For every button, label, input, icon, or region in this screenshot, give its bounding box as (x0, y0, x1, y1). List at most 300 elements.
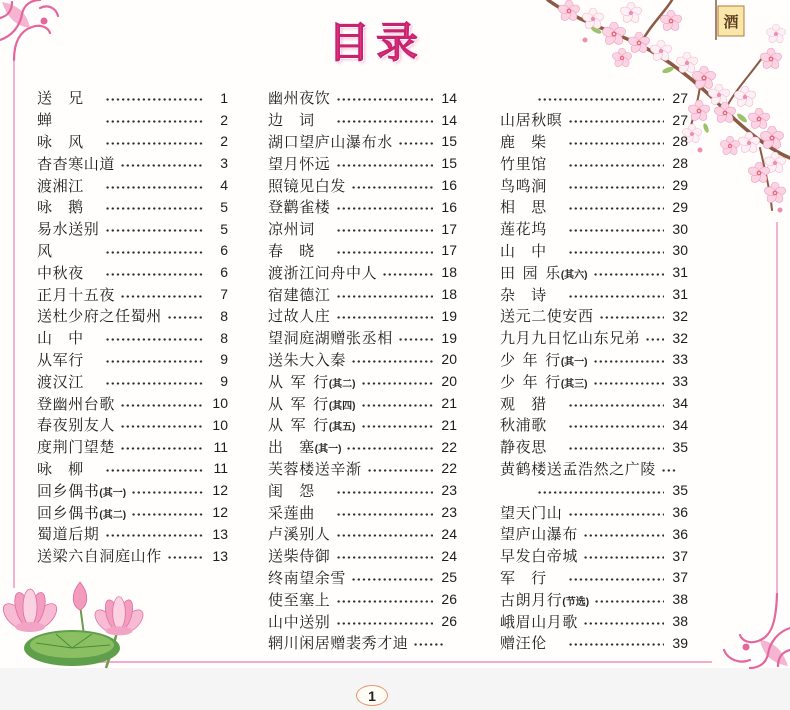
entry-page-number: 31 (672, 286, 688, 303)
entry-title: 少 年 行 (500, 373, 561, 391)
toc-entry (268, 131, 457, 153)
toc-entry (268, 588, 457, 610)
entry-page-number: 16 (441, 177, 457, 194)
entry-note: (其五) (328, 422, 356, 434)
toc-entry (37, 218, 228, 240)
entry-page-number: 34 (672, 416, 688, 433)
dot-leader (167, 315, 204, 320)
entry-title: 回乡偶书 (37, 482, 100, 500)
entry-title: 咏 风 (37, 133, 84, 151)
dot-leader (568, 512, 664, 517)
entry-page-number: 2 (220, 133, 228, 150)
dot-leader (537, 97, 664, 102)
dot-leader (105, 337, 204, 342)
dot-leader (568, 119, 664, 124)
toc-entry (268, 414, 457, 436)
entry-page-number: 35 (672, 482, 688, 499)
entry-title: 鸟鸣涧 (500, 177, 547, 195)
entry-page-number: 33 (672, 373, 688, 390)
dot-leader (346, 446, 433, 451)
dot-leader (568, 185, 664, 190)
entry-page-number: 29 (672, 198, 688, 215)
entry-page-number: 19 (441, 329, 457, 346)
toc-entry (37, 240, 228, 262)
entry-title-group (268, 284, 331, 305)
toc-entry (268, 283, 457, 305)
dot-leader (105, 206, 204, 211)
entry-page-number: 13 (212, 525, 228, 542)
entry-page-number: 22 (441, 438, 457, 455)
toc-entry (37, 261, 228, 283)
toc-entry (37, 458, 228, 480)
entry-title-group (268, 371, 356, 392)
entry-page-number: 38 (672, 613, 688, 630)
toc-entry (268, 458, 457, 480)
entry-title-group (37, 196, 100, 217)
entry-title-group (268, 589, 331, 610)
entry-page-number: 26 (441, 591, 457, 608)
entry-page-number: 23 (441, 504, 457, 521)
toc-entry (268, 545, 457, 567)
dot-leader (120, 294, 204, 299)
toc-entry (37, 349, 228, 371)
entry-title-group (500, 131, 563, 152)
bottom-right-ornament (724, 594, 790, 668)
entry-title: 峨眉山月歌 (500, 613, 579, 631)
entry-title: 赠汪伦 (500, 635, 547, 653)
toc-entry (268, 479, 457, 501)
entry-title: 黄鹤楼送孟浩然之广陵 (500, 460, 657, 478)
entry-title: 出 塞 (268, 439, 315, 457)
entry-title-group (37, 131, 100, 152)
entry-page-number: 15 (441, 133, 457, 150)
entry-title: 九月九日忆山东兄弟 (500, 330, 641, 348)
entry-note: (其二) (328, 378, 356, 390)
dot-leader (568, 206, 664, 211)
dot-leader (568, 642, 664, 647)
dot-leader (105, 533, 204, 538)
entry-title-group (500, 327, 640, 348)
toc-entry (500, 414, 688, 436)
entry-page-number: 20 (441, 351, 457, 368)
toc-entry (268, 392, 457, 414)
dot-leader (105, 228, 204, 233)
dot-leader (336, 621, 433, 626)
entry-title: 风 (37, 242, 53, 260)
entry-title-group (500, 153, 563, 174)
entry-note: (其三) (560, 378, 588, 390)
toc-entry (500, 174, 688, 196)
dot-leader (336, 97, 433, 102)
entry-page-number: 15 (441, 155, 457, 172)
dot-leader (568, 163, 664, 168)
entry-title-group (500, 218, 563, 239)
entry-title-group (500, 175, 563, 196)
toc-entry (268, 218, 457, 240)
entry-title: 照镜见白发 (268, 177, 347, 195)
entry-page-number: 37 (672, 569, 688, 586)
entry-title-group (37, 545, 162, 566)
toc-entry (268, 87, 457, 109)
toc-entry (500, 610, 688, 632)
entry-title-group (37, 327, 100, 348)
entry-title-group (37, 109, 100, 130)
entry-title: 春夜别友人 (37, 417, 116, 435)
entry-page-number: 18 (441, 264, 457, 281)
entry-title-group (37, 458, 100, 479)
entry-title: 终南望余雪 (268, 569, 347, 587)
entry-title-group (37, 393, 115, 414)
dot-leader (593, 359, 664, 364)
dot-leader (336, 228, 433, 233)
entry-title: 蝉 (37, 112, 53, 130)
entry-title: 望庐山瀑布 (500, 526, 579, 544)
toc-entry (37, 479, 228, 501)
entry-title-group (37, 502, 126, 523)
dot-leader (583, 621, 664, 626)
entry-title: 相 思 (500, 199, 547, 217)
entry-title: 边 词 (268, 112, 315, 130)
toc-entry (500, 327, 688, 349)
entry-page-number: 29 (672, 177, 688, 194)
entry-title-group (500, 567, 563, 588)
entry-title: 渡汉江 (37, 373, 84, 391)
toc-entry (37, 545, 228, 567)
entry-page-number: 7 (220, 286, 228, 303)
entry-page-number: 21 (441, 416, 457, 433)
dot-leader (413, 642, 445, 647)
entry-title-group (268, 523, 331, 544)
entry-title: 从 军 行 (268, 395, 329, 413)
toc-entry (37, 392, 228, 414)
dot-leader (336, 163, 433, 168)
dot-leader (351, 185, 433, 190)
entry-title-group (37, 240, 100, 261)
entry-page-number: 36 (672, 504, 688, 521)
entry-page-number: 32 (672, 307, 688, 324)
entry-title-group (500, 458, 656, 479)
entry-title-group (268, 545, 331, 566)
dot-leader (351, 577, 433, 582)
entry-title-group (500, 611, 578, 632)
dot-leader (645, 337, 664, 342)
entry-title-group (268, 632, 408, 653)
dot-leader (568, 403, 664, 408)
entry-page-number: 31 (672, 264, 688, 281)
entry-page-number: 12 (212, 482, 228, 499)
entry-page-number: 25 (441, 569, 457, 586)
toc-column-2 (268, 87, 457, 654)
entry-page-number: 28 (672, 133, 688, 150)
entry-title-group (268, 458, 362, 479)
entry-page-number: 22 (441, 460, 457, 477)
entry-title-group (268, 327, 393, 348)
entry-title-group (37, 480, 126, 501)
entry-title-group (500, 196, 563, 217)
entry-title: 渡浙江问舟中人 (268, 264, 378, 282)
entry-title: 宿建德江 (268, 286, 331, 304)
entry-page-number: 21 (441, 395, 457, 412)
entry-page-number: 3 (220, 155, 228, 172)
dot-leader (593, 272, 664, 277)
entry-page-number: 5 (220, 220, 228, 237)
entry-title: 幽州夜饮 (268, 90, 331, 108)
entry-title-group (37, 414, 115, 435)
entry-title-group (500, 349, 588, 370)
entry-title-group (268, 305, 331, 326)
entry-page-number: 10 (212, 416, 228, 433)
entry-note: (其一) (99, 487, 127, 499)
dot-leader (336, 250, 433, 255)
toc-entry (268, 349, 457, 371)
entry-title-group (500, 109, 563, 130)
dot-leader (398, 337, 433, 342)
toc-entry (268, 610, 457, 632)
dot-leader (568, 294, 664, 299)
entry-title-group (37, 523, 100, 544)
entry-page-number: 34 (672, 395, 688, 412)
entry-page-number: 27 (672, 111, 688, 128)
entry-title: 蜀道后期 (37, 526, 100, 544)
entry-title: 采莲曲 (268, 504, 315, 522)
entry-title: 望月怀远 (268, 155, 331, 173)
entry-note: (节选) (562, 596, 590, 608)
toc-entry (37, 414, 228, 436)
entry-page-number: 1 (220, 89, 228, 106)
entry-title-group (268, 480, 331, 501)
entry-title: 竹里馆 (500, 155, 547, 173)
entry-page-number: 2 (220, 111, 228, 128)
dot-leader (361, 381, 433, 386)
entry-title: 山 中 (37, 330, 84, 348)
entry-page-number: 9 (220, 373, 228, 390)
entry-page-number: 6 (220, 264, 228, 281)
toc-entry (500, 349, 688, 371)
dot-leader (583, 533, 664, 538)
dot-leader (568, 141, 664, 146)
entry-title-group (268, 567, 346, 588)
dot-leader (336, 555, 433, 560)
dot-leader (120, 403, 204, 408)
dot-leader (105, 468, 204, 473)
dot-leader (131, 490, 204, 495)
toc-entry (37, 152, 228, 174)
entry-title-group (500, 589, 589, 610)
entry-page-number: 23 (441, 482, 457, 499)
entry-title: 度荆门望楚 (37, 439, 116, 457)
dot-leader (105, 185, 204, 190)
entry-title-group (37, 87, 100, 108)
toc-entry (500, 305, 688, 327)
toc-entry (500, 392, 688, 414)
entry-title-group (37, 305, 162, 326)
entry-title-group (500, 262, 588, 283)
entry-page-number: 24 (441, 547, 457, 564)
entry-title: 回乡偶书 (37, 504, 100, 522)
dot-leader (568, 577, 664, 582)
entry-title: 芙蓉楼送辛渐 (268, 460, 362, 478)
dot-leader (593, 381, 664, 386)
entry-note: (其一) (560, 356, 588, 368)
toc-entry (500, 370, 688, 392)
entry-title-group (268, 393, 356, 414)
entry-page-number: 24 (441, 525, 457, 542)
entry-title-group (268, 109, 331, 130)
page-number: 1 (368, 687, 376, 704)
entry-title: 湖口望庐山瀑布水 (268, 133, 393, 151)
entry-title-group (37, 218, 100, 239)
entry-page-number: 36 (672, 525, 688, 542)
dot-leader (105, 119, 204, 124)
toc-entry (500, 261, 688, 283)
toc-column-1 (37, 87, 228, 567)
toc-entry (500, 632, 688, 654)
entry-title-group (268, 131, 393, 152)
entry-page-number: 8 (220, 329, 228, 346)
dot-leader (105, 381, 204, 386)
entry-title: 咏 鹅 (37, 199, 84, 217)
entry-page-number: 8 (220, 307, 228, 324)
entry-title-group (37, 284, 115, 305)
toc-entry (37, 370, 228, 392)
entry-title: 闺 怨 (268, 482, 315, 500)
toc-entry (268, 632, 457, 654)
dot-leader (661, 468, 676, 473)
entry-title-group (268, 240, 331, 261)
page-heading: 目录 (327, 19, 424, 66)
toc-entry (37, 305, 228, 327)
toc-entry (268, 436, 457, 458)
entry-page-number: 37 (672, 547, 688, 564)
dot-leader (336, 119, 433, 124)
entry-title: 静夜思 (500, 439, 547, 457)
toc-entry (500, 458, 688, 480)
dot-leader (336, 533, 433, 538)
entry-title: 送杜少府之任蜀州 (37, 308, 162, 326)
dot-leader (537, 490, 664, 495)
entry-title: 从 军 行 (268, 373, 329, 391)
dot-leader (583, 555, 664, 560)
entry-title-group (268, 196, 331, 217)
entry-page-number: 14 (441, 89, 457, 106)
entry-page-number: 13 (212, 547, 228, 564)
entry-title-group (500, 371, 588, 392)
entry-page-number: 5 (220, 198, 228, 215)
toc-entry (268, 370, 457, 392)
entry-note: (其四) (328, 400, 356, 412)
toc-entry (500, 196, 688, 218)
entry-title: 古朗月行 (500, 591, 563, 609)
entry-title: 杂 诗 (500, 286, 547, 304)
toc-entry (500, 567, 688, 589)
entry-title: 登鹳雀楼 (268, 199, 331, 217)
toc-entry (268, 174, 457, 196)
entry-title-group (500, 240, 563, 261)
entry-page-number: 10 (212, 395, 228, 412)
entry-title-group (500, 523, 578, 544)
entry-page-number: 39 (672, 634, 688, 651)
wine-sign-text: 酒 (723, 14, 739, 31)
entry-title: 望天门山 (500, 504, 563, 522)
entry-page-number: 9 (220, 351, 228, 368)
entry-title: 过故人庄 (268, 308, 331, 326)
entry-page-number: 6 (220, 242, 228, 259)
entry-title-group (37, 436, 115, 457)
dot-leader (568, 446, 664, 451)
entry-title: 凉州词 (268, 221, 315, 239)
toc-entry (268, 523, 457, 545)
toc-column-3 (500, 87, 688, 654)
entry-title-group (268, 218, 331, 239)
entry-title: 易水送别 (37, 221, 100, 239)
toc-entry (500, 240, 688, 262)
entry-page-number: 35 (672, 438, 688, 455)
entry-title: 少 年 行 (500, 351, 561, 369)
entry-title: 早发白帝城 (500, 548, 579, 566)
entry-title-group (268, 175, 346, 196)
entry-title-group (500, 545, 578, 566)
entry-title: 田 园 乐 (500, 264, 561, 282)
entry-title: 送柴侍御 (268, 548, 331, 566)
entry-page-number: 17 (441, 242, 457, 259)
dot-leader (351, 359, 433, 364)
dot-leader (167, 555, 204, 560)
toc-entry (500, 109, 688, 131)
toc-entry (500, 523, 688, 545)
entry-title: 送朱大入秦 (268, 351, 347, 369)
dot-leader (120, 163, 204, 168)
entry-page-number: 16 (441, 198, 457, 215)
entry-title-group (500, 436, 563, 457)
dot-leader (120, 446, 204, 451)
entry-title: 鹿 柴 (500, 133, 547, 151)
toc-entry (37, 523, 228, 545)
dot-leader (105, 250, 204, 255)
entry-title-group (268, 349, 346, 370)
entry-note: (其二) (99, 509, 127, 521)
entry-page-number: 18 (441, 286, 457, 303)
entry-title-group (268, 262, 377, 283)
entry-title: 卢溪别人 (268, 526, 331, 544)
entry-title-group (500, 502, 563, 523)
entry-title: 山中送别 (268, 613, 331, 631)
dot-leader (382, 272, 433, 277)
dot-leader (336, 315, 433, 320)
entry-page-number: 30 (672, 220, 688, 237)
toc-entry (37, 174, 228, 196)
entry-title-group (268, 414, 356, 435)
toc-entry (37, 196, 228, 218)
toc-entry (500, 283, 688, 305)
entry-page-number: 19 (441, 307, 457, 324)
entry-page-number: 30 (672, 242, 688, 259)
entry-page-number: 26 (441, 613, 457, 630)
dot-leader (336, 599, 433, 604)
toc-entry (500, 436, 688, 458)
toc-entry (500, 218, 688, 240)
entry-title: 正月十五夜 (37, 286, 116, 304)
entry-title-group (268, 87, 331, 108)
dot-leader (594, 599, 664, 604)
entry-title-group (268, 153, 331, 174)
dot-leader (361, 403, 433, 408)
dot-leader (599, 315, 664, 320)
entry-title-group (500, 284, 563, 305)
dot-leader (336, 206, 433, 211)
toc-entry (268, 305, 457, 327)
dot-leader (568, 228, 664, 233)
toc-entry (500, 87, 688, 109)
